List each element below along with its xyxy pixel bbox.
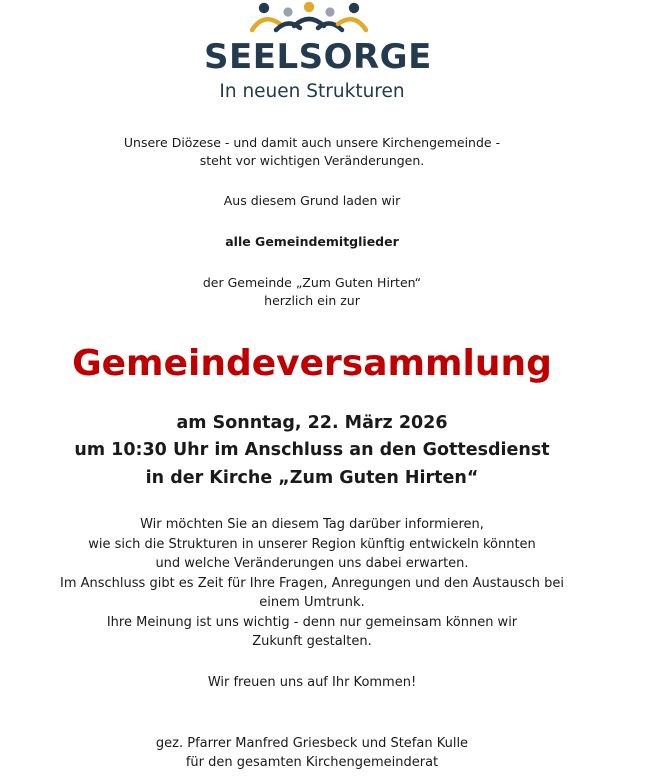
intro-line-2: steht vor wichtigen Veränderungen.: [199, 153, 425, 168]
intro-line-6: herzlich ein zur: [264, 293, 360, 308]
people-figures-icon: [250, 0, 368, 36]
event-time: um 10:30 Uhr im Anschluss an den Gottesdienst: [74, 440, 550, 460]
intro-line-4: alle Gemeindemitglieder: [225, 234, 399, 249]
body-line-2: wie sich die Strukturen in unserer Region künftig entwickeln könnten: [88, 537, 536, 552]
body-line-6: Ihre Meinung ist uns wichtig - denn nur gemeinsam können wir: [106, 615, 518, 630]
seelsorge-logo: [204, 0, 432, 112]
closing-line: Wir freuen uns auf Ihr Kommen!: [207, 675, 417, 690]
intro-line-3: Aus diesem Grund laden wir: [223, 193, 401, 208]
page-title: Gemeindeversammlung: [72, 343, 552, 384]
body-line-5: einem Umtrunk.: [259, 595, 365, 610]
event-date: am Sonntag, 22. März 2026: [176, 413, 448, 433]
body-line-7: Zukunft gestalten.: [252, 634, 372, 649]
logo-title: SEELSORGE: [204, 37, 432, 77]
logo-subtitle: In neuen Strukturen: [219, 81, 405, 102]
body-line-3: und welche Veränderungen uns dabei erwarten.: [155, 556, 469, 571]
body-line-1: Wir möchten Sie an diesem Tag darüber informieren,: [140, 517, 484, 532]
event-location: in der Kirche „Zum Guten Hirten“: [145, 468, 479, 488]
body-line-4: Im Anschluss gibt es Zeit für Ihre Fragen, Anregungen und den Austausch bei: [60, 576, 564, 591]
signature-line-1: gez. Pfarrer Manfred Griesbeck und Stefan Kulle: [155, 736, 469, 751]
intro-line-5: der Gemeinde „Zum Guten Hirten“: [202, 275, 422, 290]
signature-line-2: für den gesamten Kirchengemeinderat: [185, 755, 439, 770]
intro-line-1: Unsere Diözese - und damit auch unsere Kirchengemeinde -: [123, 135, 501, 150]
